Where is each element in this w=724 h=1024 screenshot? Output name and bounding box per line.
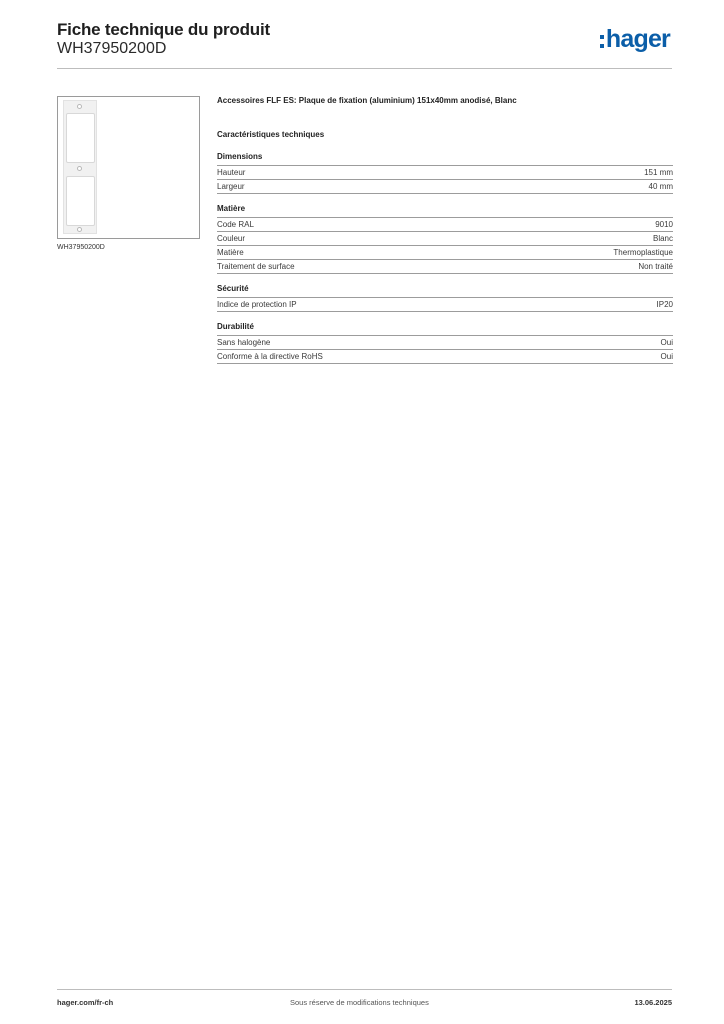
screw-hole-icon (77, 227, 82, 232)
spec-label: Indice de protection IP (217, 300, 297, 309)
spec-label: Couleur (217, 234, 246, 243)
spec-row (217, 246, 673, 260)
specs-heading: Caractéristiques techniques (217, 130, 325, 139)
screw-hole-icon (77, 104, 82, 109)
spec-value: IP20 (656, 300, 673, 309)
spec-label: Hauteur (217, 168, 246, 177)
spec-row (217, 232, 673, 246)
spec-value: Non traité (638, 262, 673, 271)
footer-divider (57, 989, 672, 990)
image-caption: WH37950200D (57, 244, 105, 251)
spec-content (217, 96, 673, 364)
product-title: Accessoires FLF ES: Plaque de fixation (aluminium) 151x40mm anodisé, Blanc (217, 96, 517, 105)
spec-value: Thermoplastique (613, 248, 673, 257)
spec-label: Code RAL (217, 220, 254, 229)
group-safety: Sécurité (217, 284, 673, 298)
spec-value: Oui (660, 338, 673, 347)
spec-label: Matière (217, 248, 244, 257)
document-title: Fiche technique du produit (57, 20, 270, 39)
mounting-plate-illustration (63, 100, 97, 234)
spec-value: Oui (660, 352, 673, 361)
hager-logo (600, 25, 670, 53)
group-dimensions: Dimensions (217, 152, 673, 166)
module-slot (66, 113, 95, 163)
spec-row (217, 260, 673, 274)
spec-label: Conforme à la directive RoHS (217, 352, 323, 361)
spec-label: Sans halogène (217, 338, 271, 347)
footer-date: 13.06.2025 (634, 998, 672, 1007)
group-material: Matière (217, 204, 673, 218)
spec-row (217, 180, 673, 194)
logo-colon-icon (600, 35, 604, 48)
spec-row (217, 336, 673, 350)
spec-value: 151 mm (644, 168, 673, 177)
module-slot (66, 176, 95, 226)
spec-label: Traitement de surface (217, 262, 295, 271)
spec-row (217, 218, 673, 232)
header-divider (57, 68, 672, 69)
footer-disclaimer: Sous réserve de modifications techniques (290, 998, 429, 1007)
product-image (57, 96, 200, 239)
logo-text: hager (605, 25, 670, 53)
page-header (57, 20, 672, 70)
screw-hole-icon (77, 166, 82, 171)
spec-value: 9010 (655, 220, 673, 229)
spec-row (217, 298, 673, 312)
spec-value: Blanc (652, 234, 673, 243)
spec-label: Largeur (217, 182, 245, 191)
product-reference: WH37950200D (57, 40, 167, 57)
website-link[interactable]: hager.com/fr-ch (57, 998, 114, 1007)
group-durability: Durabilité (217, 322, 673, 336)
spec-row (217, 350, 673, 364)
spec-value: 40 mm (648, 182, 673, 191)
spec-row (217, 166, 673, 180)
